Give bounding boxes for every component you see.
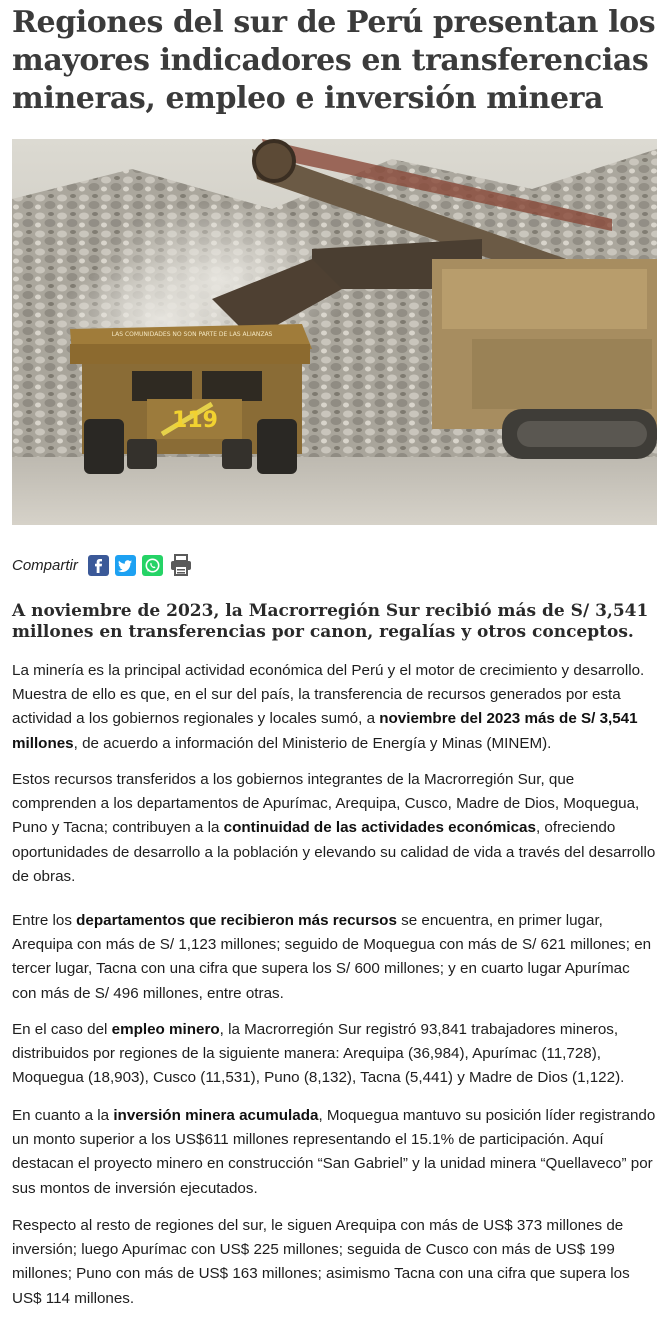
mining-truck-image <box>12 139 657 525</box>
paragraph-text: , de acuerdo a información del Ministerio de Energía y Minas (MINEM). <box>73 734 552 752</box>
paragraph-text: , la Macrorregión Sur registró 93,841 trabajadores mineros, distribuidos por regiones de la siguiente manera: Arequipa (36,984), Apurímac (11,728), Moquegua (18,903), Cusco (11,531), Puno (8,132), Tacna (5,441) y Madre de Dios (1,122). <box>12 1021 625 1087</box>
paragraph-text: Respecto al resto de regiones del sur, le siguen Arequipa con más de US$ 373 millones de inversión; luego Apurímac con US$ 225 millones; seguida de Cusco con más de US$ 199 millones; Puno con más de US$ 163 millones; asimismo Tacna con una cifra que supera los US$ 114 millones. <box>12 1217 630 1307</box>
paragraph-1 <box>12 659 657 756</box>
paragraph-6 <box>12 1214 657 1311</box>
paragraph-text: Estos recursos transferidos a los gobiernos integrantes de la Macrorregión Sur, que comprenden a los departamentos de Apurímac, Arequipa, Cusco, Madre de Dios, Moquegua, Puno y Tacna; contribuyen a la <box>12 771 640 837</box>
share-label: Compartir <box>12 556 78 574</box>
paragraph-bold: inversión minera acumulada <box>113 1107 319 1124</box>
whatsapp-icon[interactable] <box>142 555 163 576</box>
article <box>12 0 657 1307</box>
article-photo <box>12 139 657 525</box>
paragraph-text: , ofreciendo oportunidades de desarrollo a la población y elevando su calidad de vida a través del desarrollo de obras. <box>12 819 656 885</box>
print-icon[interactable] <box>169 553 193 577</box>
paragraph-text: Entre los <box>12 912 77 929</box>
paragraph-bold: continuidad de las actividades económicas <box>223 819 536 837</box>
article-lead: A noviembre de 2023, la Macrorregión Sur recibió más de S/ 3,541 millones en transferencias por canon, regalías y otros conceptos. <box>12 601 649 642</box>
twitter-icon[interactable] <box>115 555 136 576</box>
paragraph-5 <box>12 1104 657 1201</box>
paragraph-3 <box>12 909 657 1006</box>
paragraph-bold: empleo minero <box>111 1021 220 1038</box>
share-bar <box>12 552 193 578</box>
truck-banner-text: LAS COMUNIDADES NO SON PARTE DE LAS ALIANZAS <box>111 331 273 338</box>
paragraph-text: se encuentra, en primer lugar, Arequipa con más de S/ 1,123 millones; seguido de Moquegua con más de S/ 621 millones; en tercer lugar, Tacna con una cifra que supera los S/ 600 millones; y en cuarto lugar Apurímac con más de S/ 496 millones, entre otras. <box>12 912 652 1002</box>
paragraph-bold: noviembre del 2023 más de S/ 3,541 millones <box>12 710 638 752</box>
paragraph-text: En el caso del <box>12 1021 112 1038</box>
paragraph-text: La minería es la principal actividad económica del Perú y el motor de crecimiento y desarrollo. Muestra de ello es que, en el sur del país, la transferencia de recursos generados por esta actividad a los gobiernos regionales y locales sumó, a <box>12 662 645 728</box>
article-headline: Regiones del sur de Perú presentan los mayores indicadores en transferencias mineras, empleo e inversión minera <box>12 5 656 116</box>
facebook-icon[interactable] <box>88 555 109 576</box>
paragraph-bold: departamentos que recibieron más recursos <box>76 912 397 929</box>
paragraph-4 <box>12 1018 657 1091</box>
paragraph-2 <box>12 768 657 889</box>
paragraph-text: , Moquegua mantuvo su posición líder registrando un monto superior a los US$611 millones representando el 15.1% de participación. Aquí destacan el proyecto minero en construcción “San Gabriel” y la unidad minera “Quellaveco” por sus montos de inversión ejecutados. <box>12 1107 656 1197</box>
paragraph-text: En cuanto a la <box>12 1107 114 1124</box>
truck-number: 119 <box>172 408 218 433</box>
